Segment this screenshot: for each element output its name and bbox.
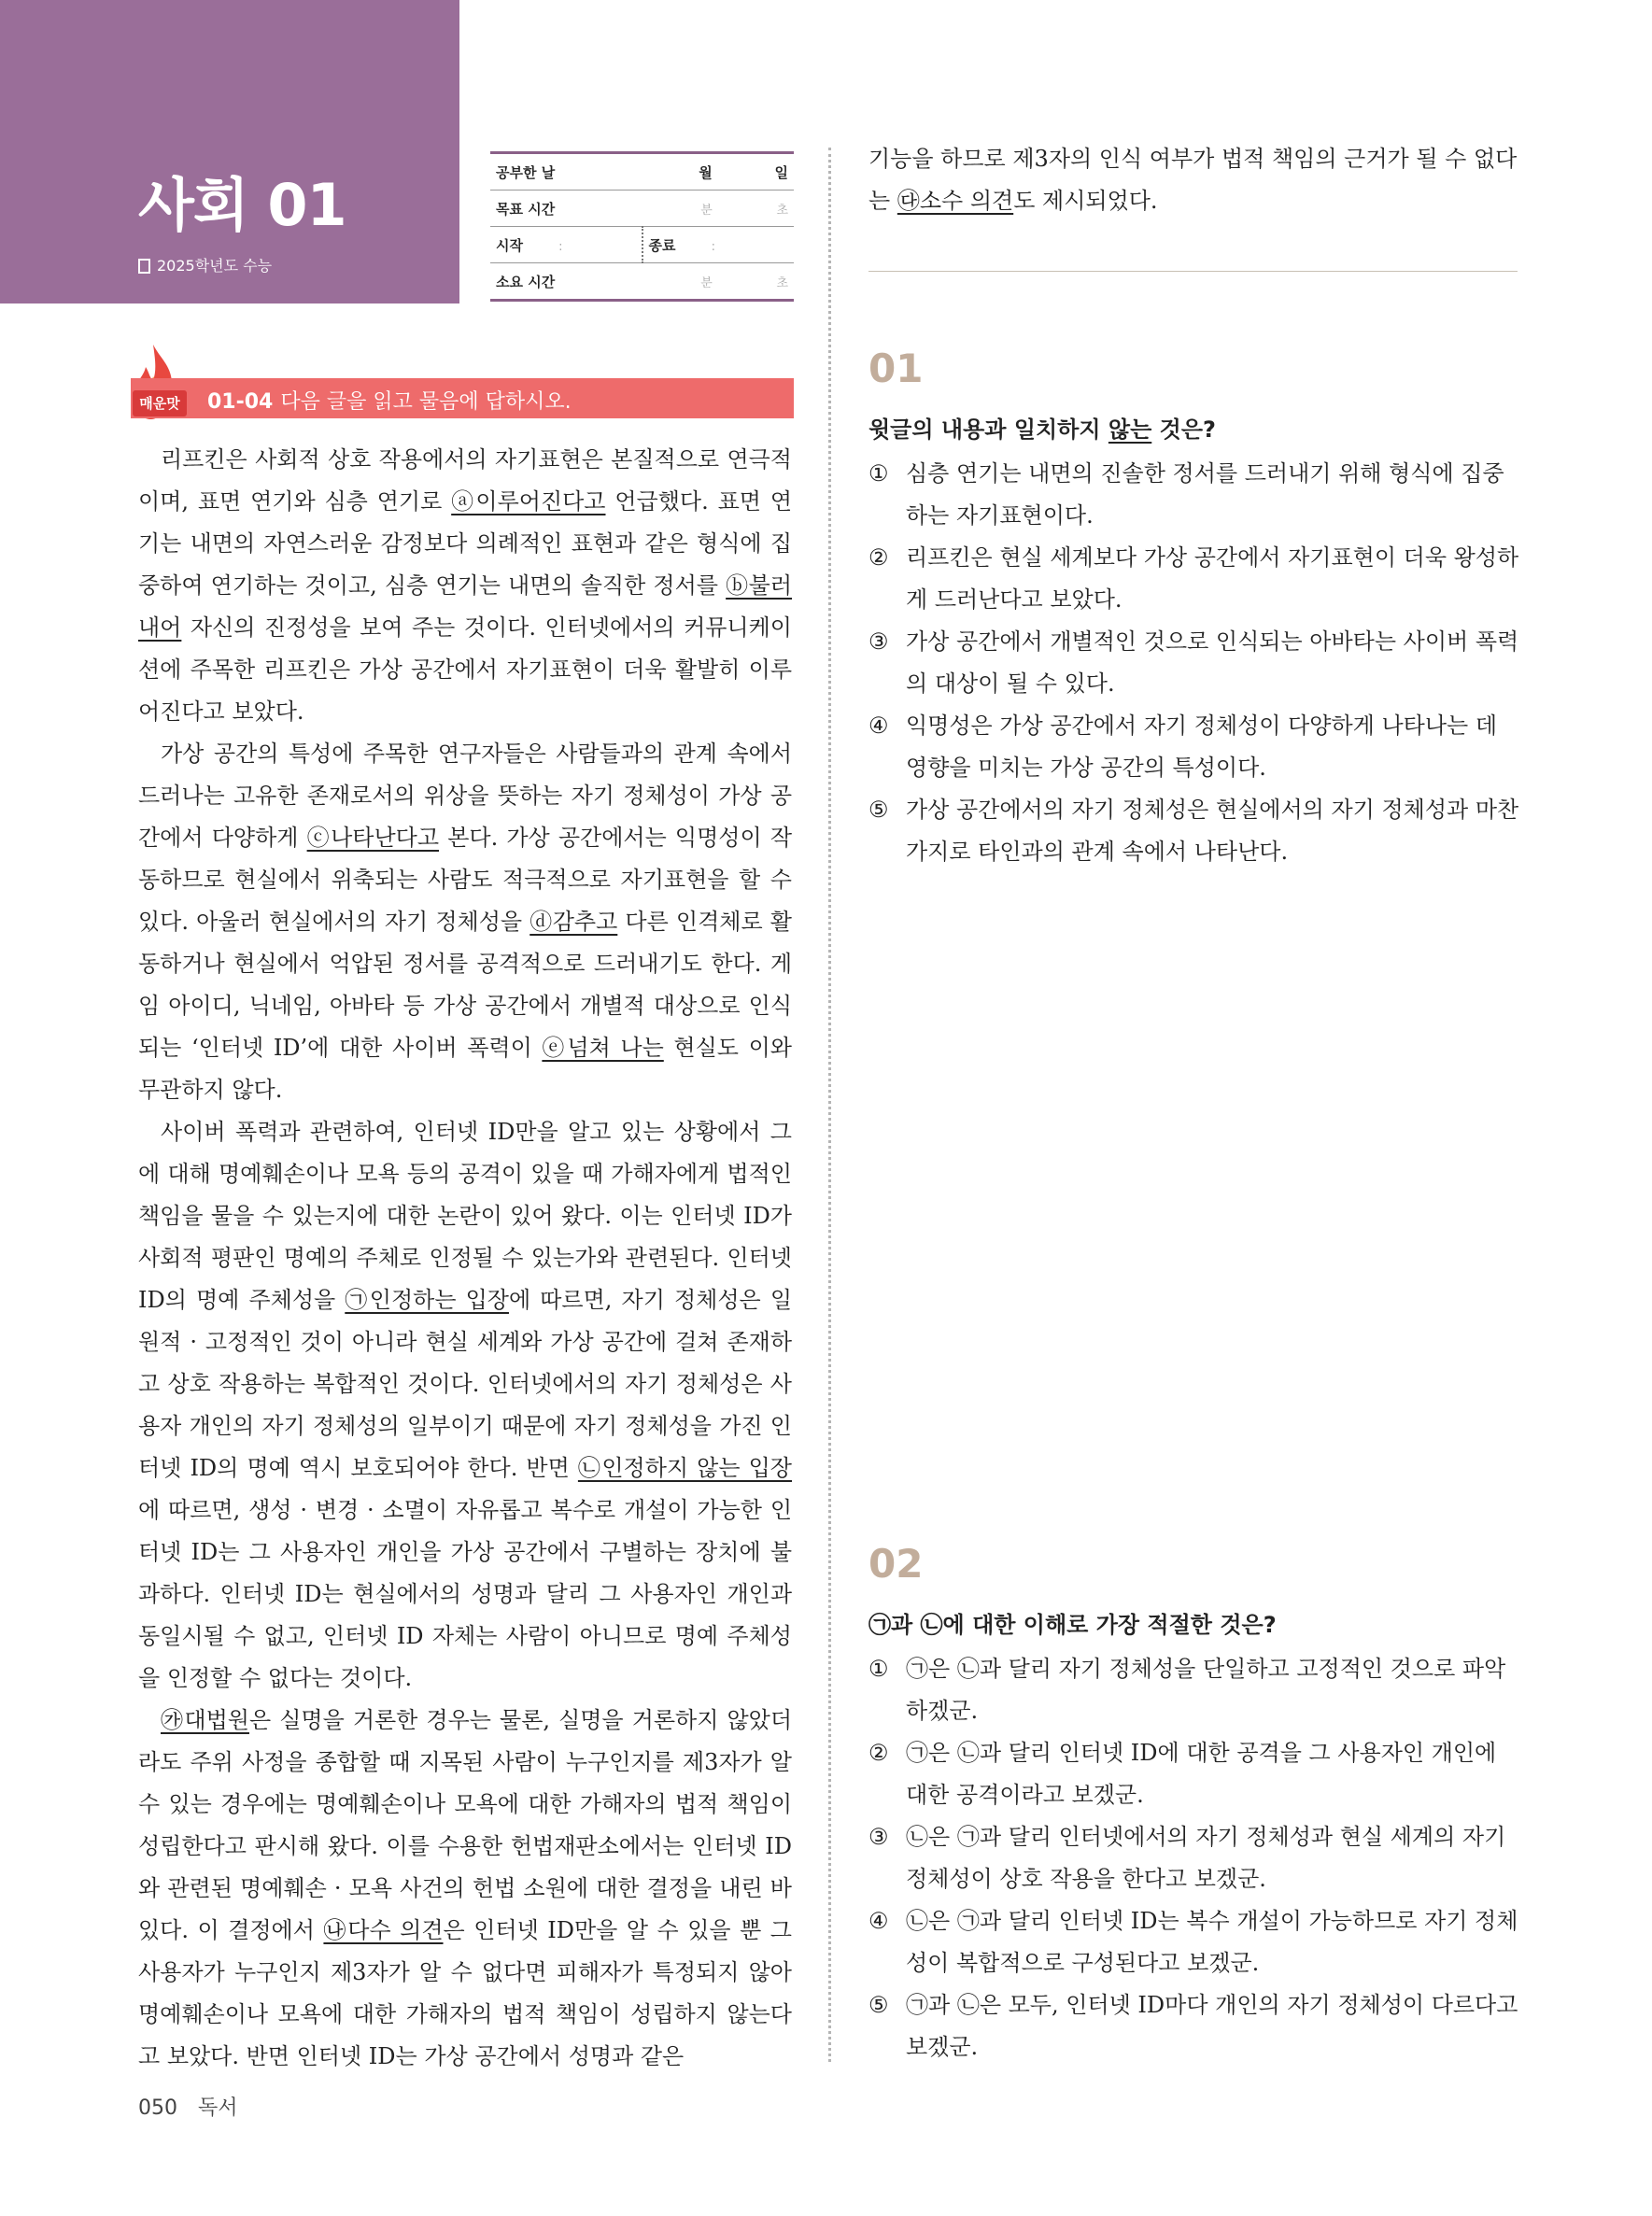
answer-option[interactable]: [868, 1900, 1522, 1984]
text-run: 자신의 진정성을 보여 주는 것이다. 인터넷에서의 커뮤니케이션에 주목한 리프킨은 가상 공간에서 자기표현이 더욱 활발히 이루어진다고 보았다.: [138, 614, 792, 725]
option-text: 심층 연기는 내면의 진솔한 정서를 드러내기 위해 형식에 집중하는 자기표현이다.: [906, 460, 1504, 529]
text-run: 것은?: [1151, 416, 1216, 443]
underlined-supreme-court: ㉮대법원: [161, 1707, 249, 1733]
text-run: 다른 인격체로 활동하거나 현실에서 억압된 정서를 공격적으로 드러내기도 한다. 게임 아이디, 닉네임, 아바타 등 가상 공간에서 개별적 대상으로 인식되는 ‘인터넷 ID’에 대한 사이버 폭력이: [138, 909, 792, 1061]
answer-option[interactable]: [868, 1984, 1522, 2068]
option-mark: ①: [868, 1656, 889, 1682]
text-run: 리프킨은 사회적 상호 작용에서의 자기표현은 본질적으로 연극적이며, 표면 연기와 심층 연기로: [138, 446, 792, 515]
text-run: 가상 공간의 특성에 주목한 연구자들은 사람들과의 관계 속에서 드러나는 고유한 존재로서의 위상을 뜻하는 자기 정체성이 가상 공간에서 다양하게: [138, 741, 792, 851]
text-run: 현실도 이와 무관하지 않다.: [138, 1035, 792, 1103]
underlined-term-a: ⓐ이루어진다고: [451, 488, 606, 515]
option-text: ㉡은 ㉠과 달리 인터넷에서의 자기 정체성과 현실 세계의 자기 정체성이 상호 작용을 한다고 보겠군.: [906, 1824, 1506, 1892]
text-run: 기능을 하므로 제3자의 인식 여부가 법적 책임의 근거가 될 수 없다는: [868, 146, 1518, 214]
option-text: ㉠은 ㉡과 달리 자기 정체성을 단일하고 고정적인 것으로 파악하겠군.: [906, 1656, 1506, 1724]
underlined-position-2: ㉡인정하지 않는 입장: [577, 1455, 792, 1481]
underlined-term-c: ⓒ나타난다고: [306, 825, 440, 851]
day-label: 일: [718, 153, 794, 191]
option-mark: ①: [868, 460, 889, 487]
column-divider: [828, 148, 831, 2062]
page-number: 050: [138, 2096, 177, 2120]
option-mark: ⑤: [868, 797, 889, 823]
banner-instruction: 다음 글을 읽고 물음에 답하시오.: [280, 390, 572, 414]
passage-paragraph-1: [138, 439, 792, 733]
question-number-02: 02: [868, 1541, 924, 1587]
answer-options-02: [868, 1648, 1522, 2068]
answer-option[interactable]: [868, 1816, 1522, 1900]
option-mark: ④: [868, 1908, 889, 1934]
question-stem-01: [868, 411, 1216, 444]
text-run: 윗글의 내용과 일치하지: [868, 416, 1108, 443]
exam-source: [138, 254, 272, 275]
target-time-label: 목표 시간: [490, 191, 642, 227]
elapsed-time-label: 소요 시간: [490, 263, 642, 301]
exam-source-label: 2025학년도 수능: [157, 257, 273, 275]
option-text: ㉡은 ㉠과 달리 인터넷 ID는 복수 개설이 가능하므로 자기 정체성이 복합적으로 구성된다고 보겠군.: [906, 1908, 1518, 1976]
option-text: 가상 공간에서의 자기 정체성은 현실에서의 자기 정체성과 마찬가지로 타인과의 관계 속에서 나타난다.: [906, 797, 1519, 865]
start-label: 시작: [496, 236, 523, 254]
page-footer: [138, 2092, 259, 2121]
text-run: 에 따르면, 자기 정체성은 일원적 · 고정적인 것이 아니라 현실 세계와 가상 공간에 걸쳐 존재하고 상호 작용하는 복합적인 것이다. 인터넷에서의 자기 정체성은 사용자 개인의 자기 정체성의 일부이기 때문에 자기 정체성을 가진 인터넷 ID의 명예 역시 보호되어야 한다. 반면: [138, 1287, 792, 1481]
month-label: 월: [642, 153, 718, 191]
start-colon: :: [558, 239, 563, 254]
section-name: 독서: [198, 2096, 238, 2120]
option-text: 리프킨은 현실 세계보다 가상 공간에서 자기표현이 더욱 왕성하게 드러난다고 보았다.: [906, 544, 1519, 613]
option-mark: ③: [868, 1824, 889, 1850]
passage-continuation: [868, 138, 1522, 222]
end-cell: [642, 227, 795, 263]
passage-paragraph-3: [138, 1111, 792, 1700]
option-text: ㉠과 ㉡은 모두, 인터넷 ID마다 개인의 자기 정체성이 다르다고 보겠군.: [906, 1992, 1518, 2060]
option-text: 익명성은 가상 공간에서 자기 정체성이 다양하게 나타나는 데 영향을 미치는 가상 공간의 특성이다.: [906, 713, 1498, 781]
passage-paragraph-4: [138, 1700, 792, 2078]
underlined-minority-opinion: ㉰소수 의견: [897, 188, 1014, 214]
study-log-table: [490, 151, 794, 302]
text-run: 도 제시되었다.: [1013, 188, 1158, 214]
reading-passage: [138, 439, 792, 2078]
elapsed-minute-label: 분: [642, 263, 718, 301]
section-title: 사회 01: [138, 171, 346, 239]
text-run: 언급했다. 표면 연기는 내면의 자연스러운 감정보다 의례적인 표현과 같은 형식에 집중하여 연기하는 것이고, 심층 연기는 내면의 솔직한 정서를: [138, 488, 793, 599]
text-run: 사이버 폭력과 관련하여, 인터넷 ID만을 알고 있는 상황에서 그에 대해 명예훼손이나 모욕 등의 공격이 있을 때 가해자에게 법적인 책임을 물을 수 있는지에 대한 논란이 있어 왔다. 이는 인터넷 ID가 사회적 평판인 명예의 주체로 인정될 수 있는가와 관련된다. 인터넷 ID의 명예 주체성을: [138, 1119, 792, 1313]
text-run: 은 실명을 거론한 경우는 물론, 실명을 거론하지 않았더라도 주위 사정을 종합할 때 지목된 사람이 누구인지를 제3자가 알 수 있는 경우에는 명예훼손이나 모욕에 대한 가해자의 법적 책임이 성립한다고 판시해 왔다. 이를 수용한 헌법재판소에서는 인터넷 ID와 관련된 명예훼손 · 모욕 사건의 헌법 소원에 대한 결정을 내린 바 있다. 이 결정에서: [138, 1707, 793, 1943]
text-run: 에 따르면, 생성 · 변경 · 소멸이 자유롭고 복수로 개설이 가능한 인터넷 ID는 그 사용자인 개인을 가상 공간에서 구별하는 장치에 불과하다. 인터넷 ID는 현실에서의 성명과 달리 그 사용자인 개인과 동일시될 수 없고, 인터넷 ID 자체는 사람이 아니므로 명예 주체성을 인정할 수 없다는 것이다.: [138, 1497, 792, 1691]
option-text: 가상 공간에서 개별적인 것으로 인식되는 아바타는 사이버 폭력의 대상이 될 수 있다.: [906, 628, 1519, 697]
option-mark: ④: [868, 713, 889, 739]
text-run: 본다. 가상 공간에서는 익명성이 작동하므로 현실에서 위축되는 사람도 적극적으로 자기표현을 할 수 있다. 아울러 현실에서의 자기 정체성을: [138, 825, 793, 935]
underlined-term-b: ⓑ불러내어: [138, 572, 792, 641]
answer-option[interactable]: [868, 1732, 1522, 1816]
underlined-negation: 않는: [1108, 416, 1152, 443]
answer-option[interactable]: [868, 789, 1522, 873]
answer-option[interactable]: [868, 621, 1522, 705]
question-stem-02: ㉠과 ㉡에 대한 이해로 가장 적절한 것은?: [868, 1612, 1277, 1638]
option-mark: ②: [868, 1740, 889, 1766]
end-label: 종료: [648, 236, 676, 254]
text-run: 은 인터넷 ID만을 알 수 있을 뿐 그 사용자가 누구인지 제3자가 알 수 없다면 피해자가 특정되지 않아 명예훼손이나 모욕에 대한 가해자의 법적 책임이 성립하지 않는다고 보았다. 반면 인터넷 ID는 가상 공간에서 성명과 같은: [138, 1917, 792, 2069]
passage-paragraph-2: [138, 733, 792, 1111]
answer-option[interactable]: [868, 1648, 1522, 1732]
end-colon: :: [711, 239, 716, 254]
option-text: ㉠은 ㉡과 달리 인터넷 ID에 대한 공격을 그 사용자인 개인에 대한 공격이라고 보겠군.: [906, 1740, 1497, 1808]
divider-line: [868, 271, 1518, 272]
target-minute-label: 분: [642, 191, 718, 227]
underlined-majority-opinion: ㉯다수 의견: [323, 1917, 444, 1943]
question-range: 01-04: [207, 390, 274, 414]
start-cell: [490, 227, 642, 263]
banner-text: [207, 386, 572, 415]
answer-option[interactable]: [868, 453, 1522, 537]
difficulty-badge: 매운맛: [133, 390, 187, 416]
answer-option[interactable]: [868, 705, 1522, 789]
question-number-01: 01: [868, 346, 924, 391]
underlined-term-e: ⓔ넘쳐 나는: [542, 1035, 664, 1061]
underlined-position-1: ㉠인정하는 입장: [345, 1287, 509, 1313]
study-date-label: 공부한 날: [490, 153, 642, 191]
section-header: [0, 0, 459, 303]
option-mark: ⑤: [868, 1992, 889, 2018]
option-mark: ②: [868, 544, 889, 571]
question-banner: [131, 378, 794, 418]
underlined-term-d: ⓓ감추고: [529, 909, 618, 935]
target-second-label: 초: [718, 191, 794, 227]
answer-option[interactable]: [868, 537, 1522, 621]
answer-options-01: [868, 453, 1522, 873]
elapsed-second-label: 초: [718, 263, 794, 301]
option-mark: ③: [868, 628, 889, 655]
document-icon: [138, 259, 150, 274]
